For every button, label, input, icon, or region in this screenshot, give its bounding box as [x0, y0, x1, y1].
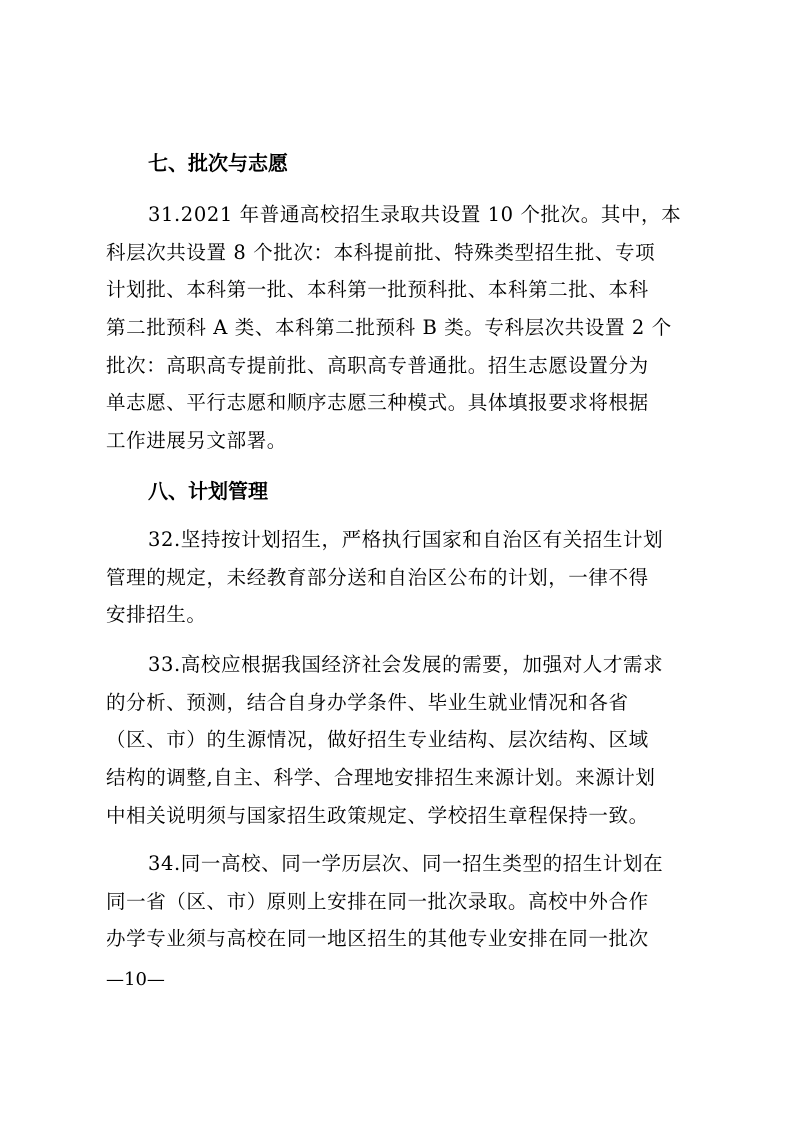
paragraph-31: [106, 196, 690, 460]
section-heading-batches-and-choices: 七、批次与志愿: [148, 151, 288, 175]
paragraph-line: 中相关说明须与国家招生政策规定、学校招生章程保持一致。: [106, 803, 649, 827]
paragraph-line: （区、市）的生源情况，做好招生专业结构、层次结构、区域: [106, 728, 649, 752]
paragraph-line: 办学专业须与高校在同一地区招生的其他专业安排在同一批次: [106, 927, 649, 951]
paragraph-line: 第二批预科 A 类、本科第二批预科 B 类。专科层次共设置 2 个: [106, 316, 672, 340]
paragraph-line: 31.2021 年普通高校招生录取共设置 10 个批次。其中，本: [148, 203, 682, 226]
paragraph-33: [106, 646, 690, 834]
paragraph-line: 安排招生。: [106, 603, 207, 627]
paragraph-34: [106, 845, 690, 958]
paragraph-line: 34.同一高校、同一学历层次、同一招生类型的招生计划在: [148, 852, 664, 875]
paragraph-line: 管理的规定，未经教育部分送和自治区公布的计划，一律不得: [106, 565, 649, 589]
paragraph-32: [106, 521, 690, 634]
page-number: —10—: [106, 969, 165, 990]
paragraph-line: 同一省（区、市）原则上安排在同一批次录取。高校中外合作: [106, 889, 649, 913]
paragraph-line: 计划批、本科第一批、本科第一批预科批、本科第二批、本科: [106, 278, 649, 302]
paragraph-line: 33.高校应根据我国经济社会发展的需要，加强对人才需求: [148, 653, 664, 676]
paragraph-line: 工作进展另文部署。: [106, 429, 287, 453]
paragraph-line: 的分析、预测，结合自身办学条件、毕业生就业情况和各省: [106, 690, 629, 714]
paragraph-line: 32.坚持按计划招生，严格执行国家和自治区有关招生计划: [148, 528, 664, 551]
paragraph-line: 批次：高职高专提前批、高职高专普通批。招生志愿设置分为: [106, 353, 649, 377]
section-heading-plan-management: 八、计划管理: [148, 479, 268, 503]
paragraph-line: 科层次共设置 8 个批次：本科提前批、特殊类型招生批、专项: [106, 240, 656, 264]
paragraph-line: 单志愿、平行志愿和顺序志愿三种模式。具体填报要求将根据: [106, 391, 649, 415]
paragraph-line: 结构的调整,自主、科学、合理地安排招生来源计划。来源计划: [106, 766, 656, 790]
